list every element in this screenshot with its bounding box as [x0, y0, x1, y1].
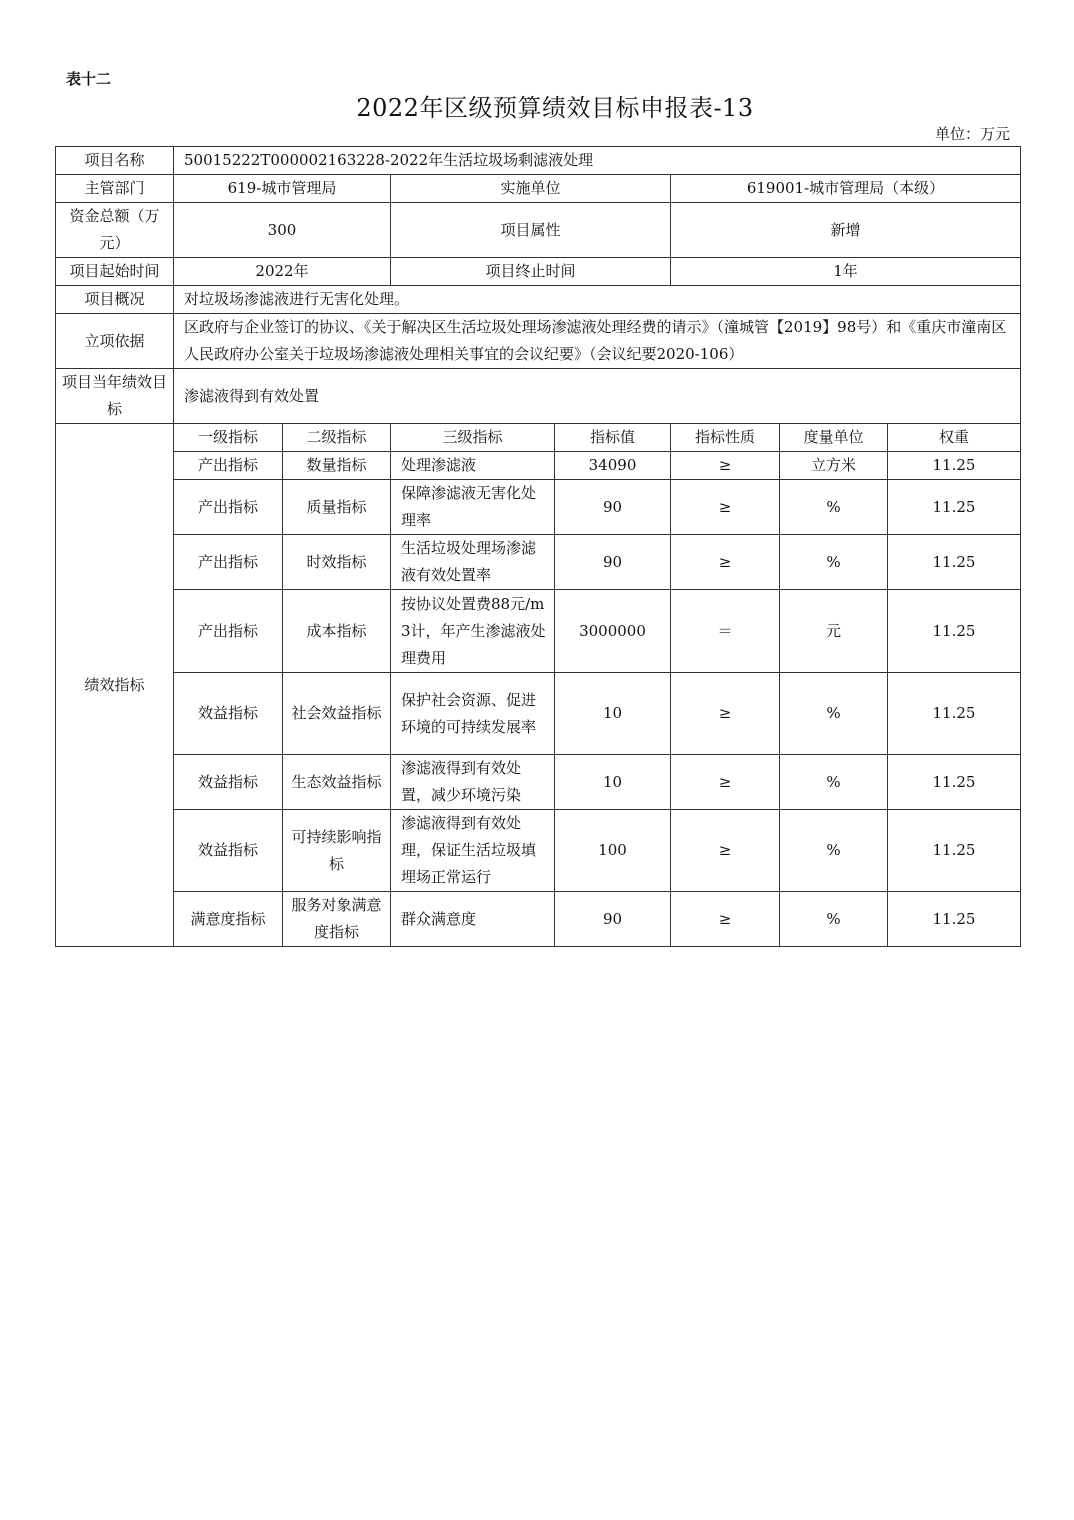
- indicator-weight: 11.25: [888, 590, 1021, 673]
- indicator-level3: 渗滤液得到有效处理，保证生活垃圾填埋场正常运行: [391, 810, 555, 892]
- table-row: [56, 892, 1021, 947]
- start-time-label: 项目起始时间: [56, 258, 174, 286]
- indicator-weight: 11.25: [888, 673, 1021, 755]
- table-row: [56, 480, 1021, 535]
- indicator-level3: 生活垃圾处理场渗滤液有效处置率: [391, 535, 555, 590]
- annual-goal-value: 渗滤液得到有效处置: [174, 369, 1021, 424]
- indicator-nature: ≥: [671, 755, 780, 810]
- indicator-value: 90: [555, 892, 671, 947]
- table-row: [56, 590, 1021, 673]
- table-row: [56, 810, 1021, 892]
- indicator-level2: 生态效益指标: [283, 755, 391, 810]
- indicator-level3: 渗滤液得到有效处置，减少环境污染: [391, 755, 555, 810]
- header-target-value: 指标值: [555, 424, 671, 452]
- header-level2: 二级指标: [283, 424, 391, 452]
- indicator-level1: 产出指标: [174, 452, 283, 480]
- indicator-value: 90: [555, 480, 671, 535]
- implementing-unit-value: 619001-城市管理局（本级）: [671, 175, 1021, 203]
- header-nature: 指标性质: [671, 424, 780, 452]
- department-label: 主管部门: [56, 175, 174, 203]
- indicator-level2: 时效指标: [283, 535, 391, 590]
- indicator-value: 34090: [555, 452, 671, 480]
- annual-goal-label: 项目当年绩效目标: [56, 369, 174, 424]
- row-department: [56, 175, 1021, 203]
- project-name-label: 项目名称: [56, 147, 174, 175]
- row-project-name: [56, 147, 1021, 175]
- project-attribute-label: 项目属性: [391, 203, 671, 258]
- indicator-unit: %: [780, 535, 888, 590]
- indicator-nature: ≥: [671, 480, 780, 535]
- basis-label: 立项依据: [56, 314, 174, 369]
- indicator-level3: 处理渗滤液: [391, 452, 555, 480]
- indicator-unit: %: [780, 480, 888, 535]
- indicator-weight: 11.25: [888, 452, 1021, 480]
- indicator-level1: 产出指标: [174, 535, 283, 590]
- indicator-weight: 11.25: [888, 810, 1021, 892]
- table-row: [56, 673, 1021, 755]
- indicator-value: 90: [555, 535, 671, 590]
- total-funds-value: 300: [174, 203, 391, 258]
- indicator-level2: 社会效益指标: [283, 673, 391, 755]
- indicator-level1: 满意度指标: [174, 892, 283, 947]
- indicator-level1: 效益指标: [174, 673, 283, 755]
- indicator-level2: 服务对象满意度指标: [283, 892, 391, 947]
- indicator-nature: ≥: [671, 535, 780, 590]
- indicator-level3: 保护社会资源、促进环境的可持续发展率: [391, 673, 555, 755]
- table-row: [56, 755, 1021, 810]
- table-number-label: 表十二: [66, 70, 112, 88]
- indicator-unit: %: [780, 892, 888, 947]
- indicators-section-label: 绩效指标: [56, 424, 174, 947]
- unit-label: 单位：万元: [934, 125, 1010, 143]
- header-unit: 度量单位: [780, 424, 888, 452]
- total-funds-label: 资金总额（万元）: [56, 203, 174, 258]
- end-time-value: 1年: [671, 258, 1021, 286]
- page-title: 2022年区级预算绩效目标申报表-13: [356, 94, 754, 122]
- overview-label: 项目概况: [56, 286, 174, 314]
- indicator-nature: ≥: [671, 892, 780, 947]
- header-level1: 一级指标: [174, 424, 283, 452]
- indicator-nature: ≥: [671, 810, 780, 892]
- indicator-weight: 11.25: [888, 535, 1021, 590]
- overview-value: 对垃圾场渗滤液进行无害化处理。: [174, 286, 1021, 314]
- indicator-level3: 群众满意度: [391, 892, 555, 947]
- indicator-level1: 效益指标: [174, 755, 283, 810]
- end-time-label: 项目终止时间: [391, 258, 671, 286]
- indicator-weight: 11.25: [888, 892, 1021, 947]
- indicator-unit: %: [780, 755, 888, 810]
- project-attribute-value: 新增: [671, 203, 1021, 258]
- row-annual-goal: [56, 369, 1021, 424]
- implementing-unit-label: 实施单位: [391, 175, 671, 203]
- indicator-value: 10: [555, 673, 671, 755]
- indicator-unit: %: [780, 673, 888, 755]
- indicator-level1: 产出指标: [174, 480, 283, 535]
- table-row: [56, 535, 1021, 590]
- indicator-value: 100: [555, 810, 671, 892]
- indicator-header-row: [56, 424, 1021, 452]
- indicator-level2: 可持续影响指标: [283, 810, 391, 892]
- indicator-level2: 质量指标: [283, 480, 391, 535]
- indicator-level1: 效益指标: [174, 810, 283, 892]
- indicator-weight: 11.25: [888, 755, 1021, 810]
- indicator-unit: %: [780, 810, 888, 892]
- header-level3: 三级指标: [391, 424, 555, 452]
- row-overview: [56, 286, 1021, 314]
- indicator-nature: ≥: [671, 452, 780, 480]
- indicator-nature: ＝: [671, 590, 780, 673]
- indicator-level1: 产出指标: [174, 590, 283, 673]
- indicator-level2: 成本指标: [283, 590, 391, 673]
- start-time-value: 2022年: [174, 258, 391, 286]
- basis-value: 区政府与企业签订的协议、《关于解决区生活垃圾处理场渗滤液处理经费的请示》（潼城管【2019】98号）和《重庆市潼南区人民政府办公室关于垃圾场渗滤液处理相关事宜的会议纪要》（会议纪要2020-106）: [174, 314, 1021, 369]
- indicator-weight: 11.25: [888, 480, 1021, 535]
- budget-performance-table: [55, 146, 1021, 947]
- indicator-nature: ≥: [671, 673, 780, 755]
- indicator-level3: 保障渗滤液无害化处理率: [391, 480, 555, 535]
- department-value: 619-城市管理局: [174, 175, 391, 203]
- row-period: [56, 258, 1021, 286]
- project-name-value: 50015222T000002163228-2022年生活垃圾场剩滤液处理: [174, 147, 1021, 175]
- indicator-unit: 元: [780, 590, 888, 673]
- table-row: [56, 452, 1021, 480]
- indicator-unit: 立方米: [780, 452, 888, 480]
- indicator-value: 3000000: [555, 590, 671, 673]
- indicator-value: 10: [555, 755, 671, 810]
- row-funds: [56, 203, 1021, 258]
- header-weight: 权重: [888, 424, 1021, 452]
- indicator-level2: 数量指标: [283, 452, 391, 480]
- indicator-level3: 按协议处置费88元/m3计，年产生渗滤液处理费用: [391, 590, 555, 673]
- row-basis: [56, 314, 1021, 369]
